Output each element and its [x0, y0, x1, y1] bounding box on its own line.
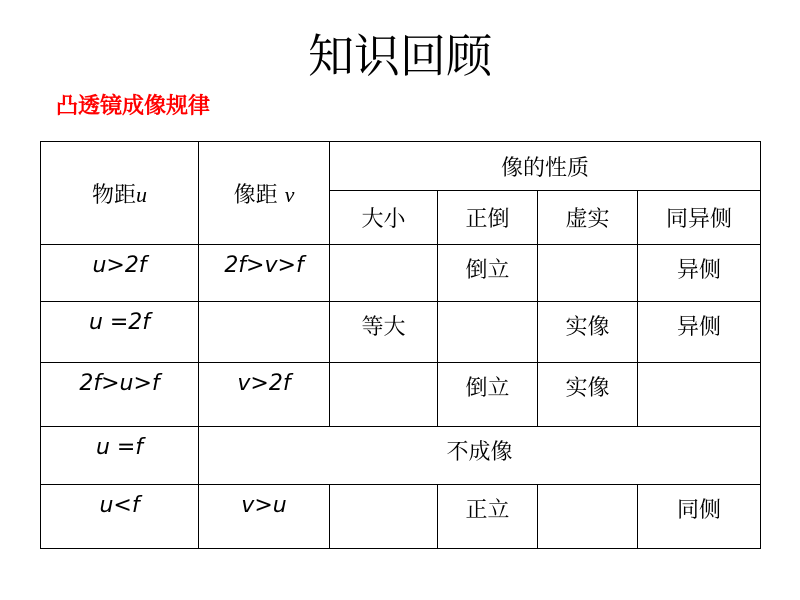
header-object-distance-var: u — [136, 181, 147, 207]
cell-u: u =f — [41, 427, 199, 485]
section-subtitle: 凸透镜成像规律 — [56, 94, 211, 119]
cell-v: 2f>v>f — [199, 245, 330, 302]
cell-orientation: 倒立 — [438, 245, 538, 302]
cell-nature — [538, 245, 638, 302]
header-image-distance-var: v — [284, 181, 295, 207]
cell-nature: 实像 — [538, 302, 638, 363]
header-side: 同异侧 — [638, 191, 761, 245]
cell-u: 2f>u>f — [41, 363, 199, 427]
header-nature: 虚实 — [538, 191, 638, 245]
cell-size — [330, 485, 438, 549]
table-row — [41, 302, 761, 363]
cell-u: u>2f — [41, 245, 199, 302]
cell-side: 异侧 — [638, 245, 761, 302]
lens-imaging-table — [40, 141, 761, 549]
slide-title: 知识回顾 — [308, 29, 492, 83]
header-size: 大小 — [330, 191, 438, 245]
header-image-distance-label: 像距 — [233, 182, 278, 208]
cell-size — [330, 363, 438, 427]
header-image-distance — [199, 142, 330, 245]
cell-side: 异侧 — [638, 302, 761, 363]
cell-size: 等大 — [330, 302, 438, 363]
cell-orientation: 倒立 — [438, 363, 538, 427]
cell-v: v>u — [199, 485, 330, 549]
cell-orientation: 正立 — [438, 485, 538, 549]
header-object-distance — [41, 142, 199, 245]
cell-v: v>2f — [199, 363, 330, 427]
cell-u: u =2f — [41, 302, 199, 363]
cell-v — [199, 302, 330, 363]
cell-orientation — [438, 302, 538, 363]
cell-size — [330, 245, 438, 302]
header-row-1 — [41, 142, 761, 191]
header-object-distance-label: 物距 — [91, 182, 136, 208]
cell-nature — [538, 485, 638, 549]
cell-no-image: 不成像 — [199, 427, 761, 485]
header-orientation: 正倒 — [438, 191, 538, 245]
table-row — [41, 245, 761, 302]
cell-side: 同侧 — [638, 485, 761, 549]
table-row — [41, 427, 761, 485]
table-row — [41, 363, 761, 427]
cell-u: u<f — [41, 485, 199, 549]
cell-side — [638, 363, 761, 427]
cell-nature: 实像 — [538, 363, 638, 427]
table-row — [41, 485, 761, 549]
header-image-properties: 像的性质 — [330, 142, 761, 191]
